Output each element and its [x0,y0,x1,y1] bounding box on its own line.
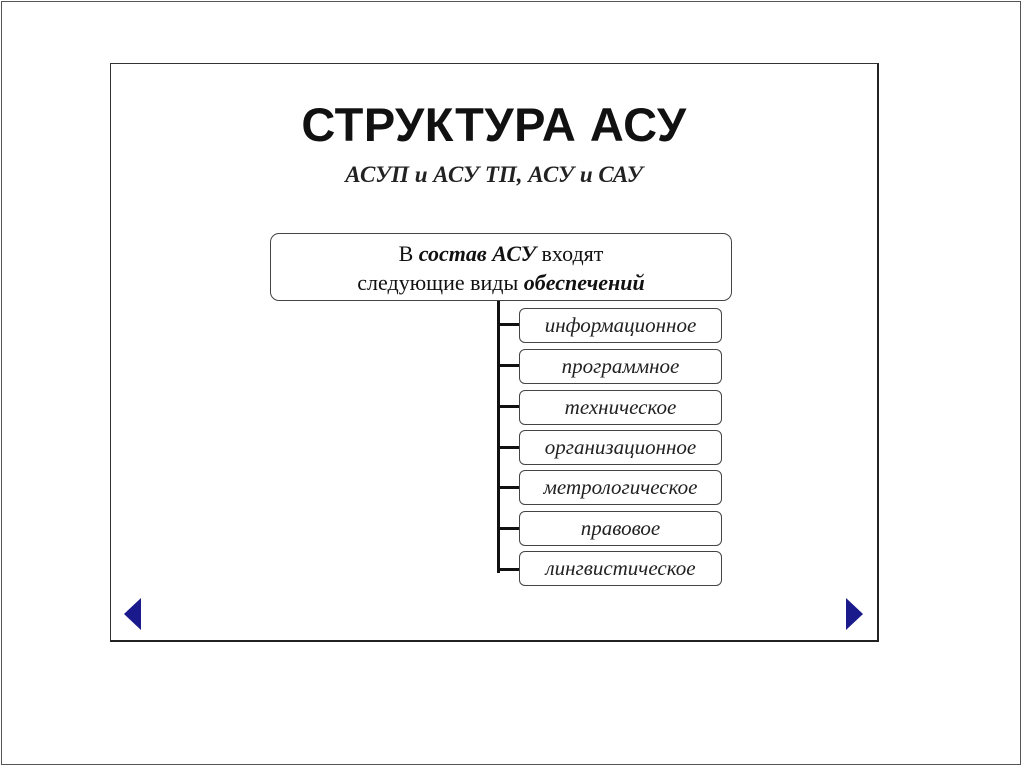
connector-branch [497,405,519,408]
main-box-line-2 [271,268,731,297]
connector-branch [497,527,519,530]
main-box-line-2-prefix: следующие виды [357,270,524,295]
connector-branch [497,446,519,449]
main-box-line-2-bold: обеспечений [523,270,645,295]
prev-slide-icon[interactable] [123,597,143,631]
item-box-informational: информационное [519,308,722,343]
connector-trunk [497,301,500,573]
connector-branch [497,568,519,571]
main-box-line-1 [271,239,731,268]
connector-branch [497,486,519,489]
item-box-legal: правовое [519,511,722,546]
connector-branch [497,364,519,367]
slide-title: СТРУКТУРА АСУ [301,98,687,151]
item-box-technical: техническое [519,390,722,425]
main-box-line-1-suffix: входят [536,241,604,266]
item-box-software: программное [519,349,722,384]
slide-subtitle: АСУП и АСУ ТП, АСУ и САУ [345,162,643,187]
slide [110,63,879,642]
main-box-line-1-bold: состав АСУ [418,241,537,266]
main-box [270,233,732,301]
main-box-line-1-prefix: В [398,241,419,266]
item-box-metrological: метрологическое [519,470,722,505]
item-box-linguistic: лингвистическое [519,551,722,586]
item-box-organizational: организационное [519,430,722,465]
connector-branch [497,323,519,326]
next-slide-icon[interactable] [844,597,864,631]
